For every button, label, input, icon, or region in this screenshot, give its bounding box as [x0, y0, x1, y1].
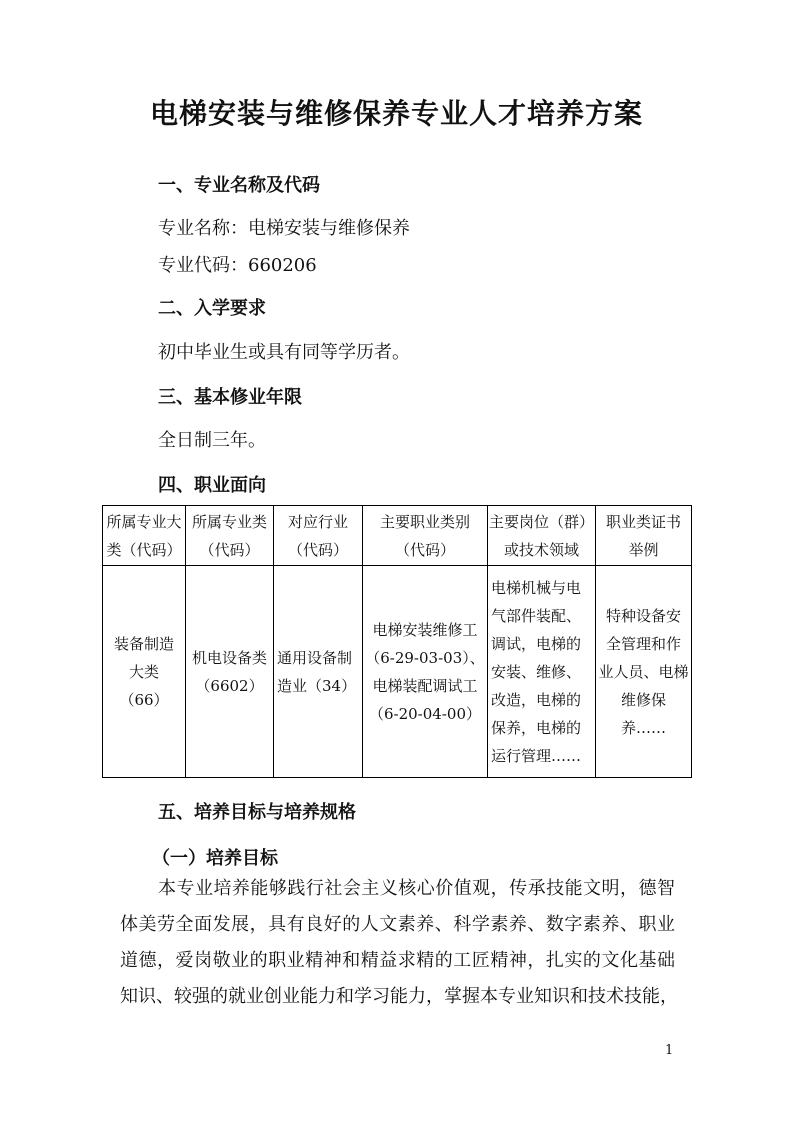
- table-row: [103, 566, 692, 778]
- table-header-cell: 所属专业类 （代码）: [186, 506, 274, 566]
- table-cell-industry: 通用设备制 造业（34）: [274, 566, 363, 778]
- subsection-heading: （一）培养目标: [152, 848, 278, 869]
- section-heading-5: 五、培养目标与培养规格: [158, 802, 356, 823]
- table-header-cell: 所属专业大 类（代码）: [103, 506, 186, 566]
- table-header-cell: 对应行业 （代码）: [274, 506, 363, 566]
- training-goal-paragraph: [120, 871, 678, 1015]
- admission-text: 初中毕业生或具有同等学历者。: [158, 342, 410, 363]
- paragraph-line: 体美劳全面发展，具有良好的人文素养、科学素养、数字素养、职业: [120, 914, 675, 935]
- paragraph-line: 本专业培养能够践行社会主义核心价值观，传承技能文明，德智: [158, 878, 675, 899]
- table-cell-category: 装备制造 大类 （66）: [103, 566, 186, 778]
- paragraph-line: 道德，爱岗敬业的职业精神和精益求精的工匠精神，扎实的文化基础: [120, 950, 675, 971]
- duration-text: 全日制三年。: [158, 430, 266, 451]
- major-code: 专业代码：660206: [158, 255, 317, 276]
- page-number: 1: [665, 1043, 674, 1058]
- table-header-cell: 职业类证书 举例: [596, 506, 692, 566]
- table-header-cell: 主要职业类别 （代码）: [363, 506, 488, 566]
- page-title: 电梯安装与维修保养专业人才培养方案: [149, 97, 643, 130]
- career-table: [102, 505, 692, 778]
- section-heading-4: 四、职业面向: [158, 475, 266, 496]
- table-cell-certificates: 特种设备安 全管理和作 业人员、电梯 维修保 养……: [596, 566, 692, 778]
- paragraph-line: 知识、较强的就业创业能力和学习能力，掌握本专业知识和技术技能，: [120, 986, 678, 1007]
- table-cell-class: 机电设备类 （6602）: [186, 566, 274, 778]
- table-header-row: [103, 506, 692, 566]
- section-heading-1: 一、专业名称及代码: [158, 175, 320, 196]
- table-header-cell: 主要岗位（群） 或技术领域: [488, 506, 596, 566]
- table-cell-occupation: 电梯安装维修工 （6-29-03-03）、 电梯装配调试工 （6-20-04-00）: [363, 566, 488, 778]
- table-cell-positions: 电梯机械与电 气部件装配、 调试，电梯的 安装、维修、 改造，电梯的 保养，电梯的 运行管理……: [488, 566, 596, 778]
- section-heading-2: 二、入学要求: [158, 298, 266, 319]
- section-heading-3: 三、基本修业年限: [158, 387, 302, 408]
- major-name: 专业名称：电梯安装与维修保养: [158, 218, 410, 239]
